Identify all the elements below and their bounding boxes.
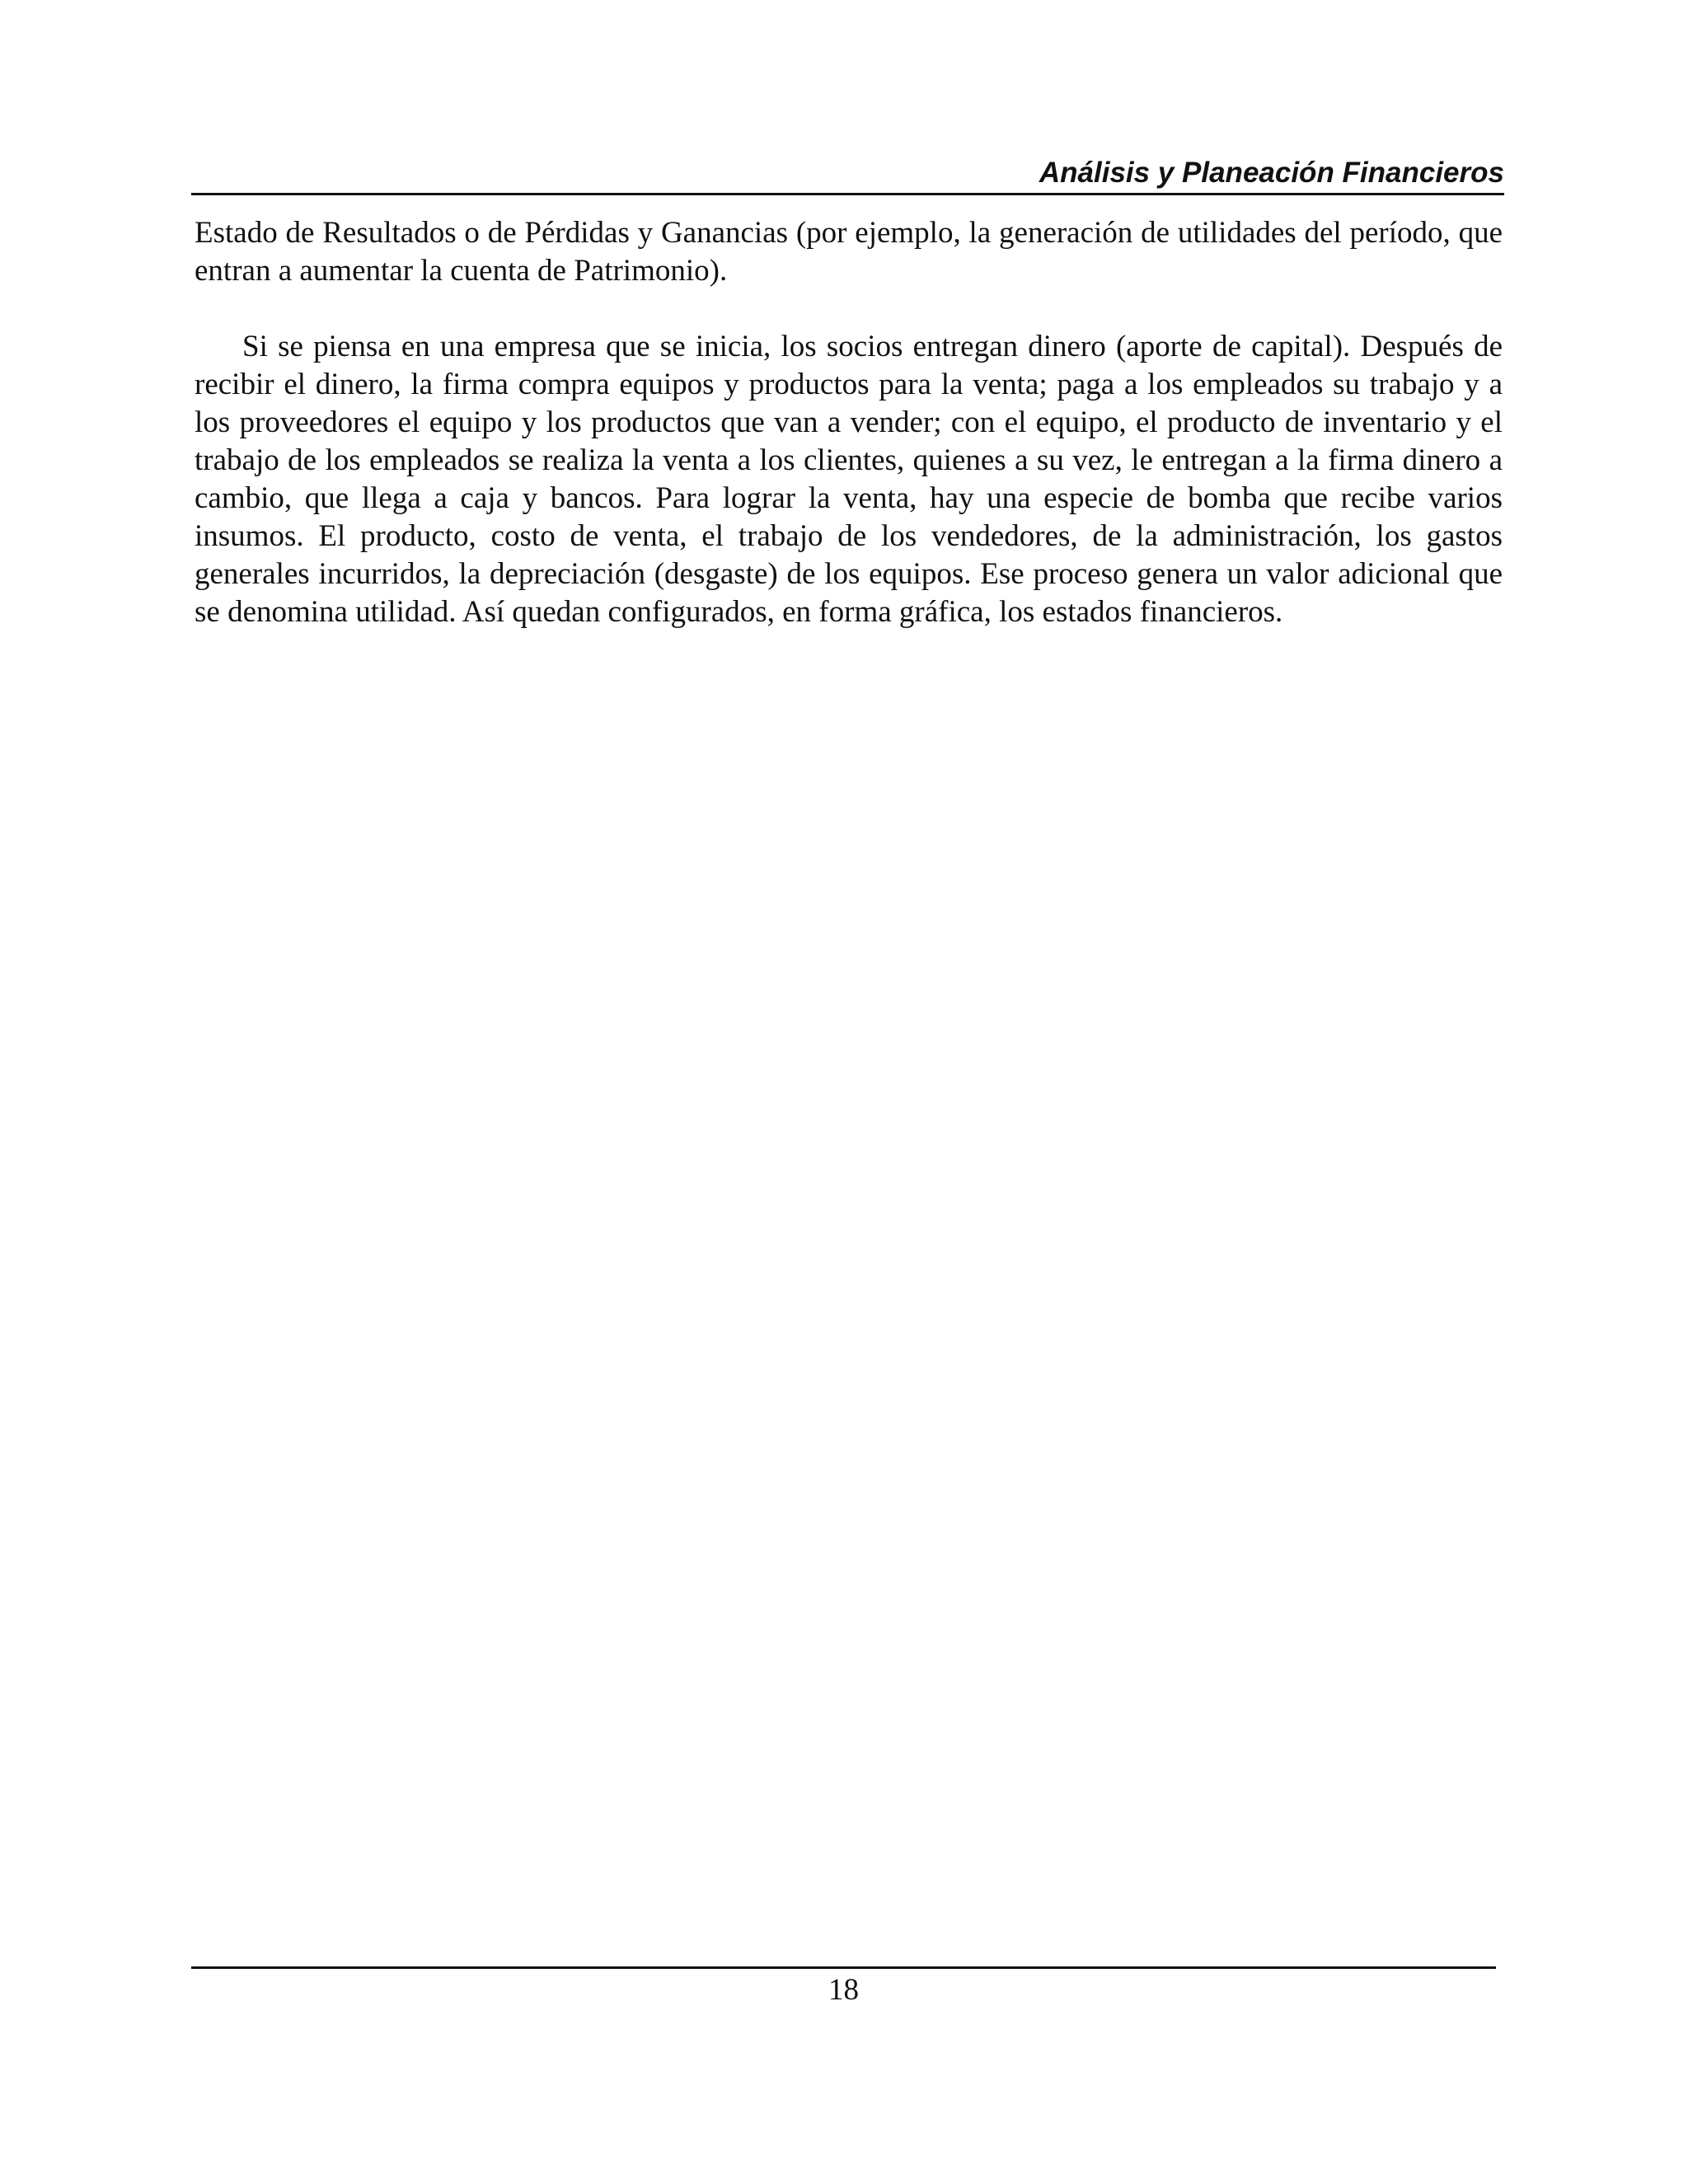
running-header: Análisis y Planeación Financieros [1039,157,1504,189]
paragraph: Si se piensa en una empresa que se inicia, los socios entregan dinero (aporte de capital). Después de recibir el dinero, la firma compra equipos y productos para la venta; paga a los empleados su trabajo y a los proveedores el equipo y los productos que van a vender; con el equipo, el producto de inventario y el trabajo de los empleados se realiza la venta a los clientes, quienes a su vez, le entregan a la firma dinero a cambio, que llega a caja y bancos. Para lograr la venta, hay una especie de bomba que recibe varios insumos. El producto, costo de venta, el trabajo de los vendedores, de la administración, los gastos generales incurridos, la depreciación (desgaste) de los equipos. Ese proceso genera un valor adicional que se denomina utilidad. Así quedan configurados, en forma gráfica, los estados financieros. [195,330,1503,629]
header-rule [191,193,1504,195]
body-text [195,214,1503,631]
page-number: 18 [828,1973,859,2007]
paragraph-continuation: Estado de Resultados o de Pérdidas y Ganancias (por ejemplo, la generación de utilidades del período, que entran a aumentar la cuenta de Patrimonio). [195,216,1503,288]
footer-rule [191,1966,1496,1969]
